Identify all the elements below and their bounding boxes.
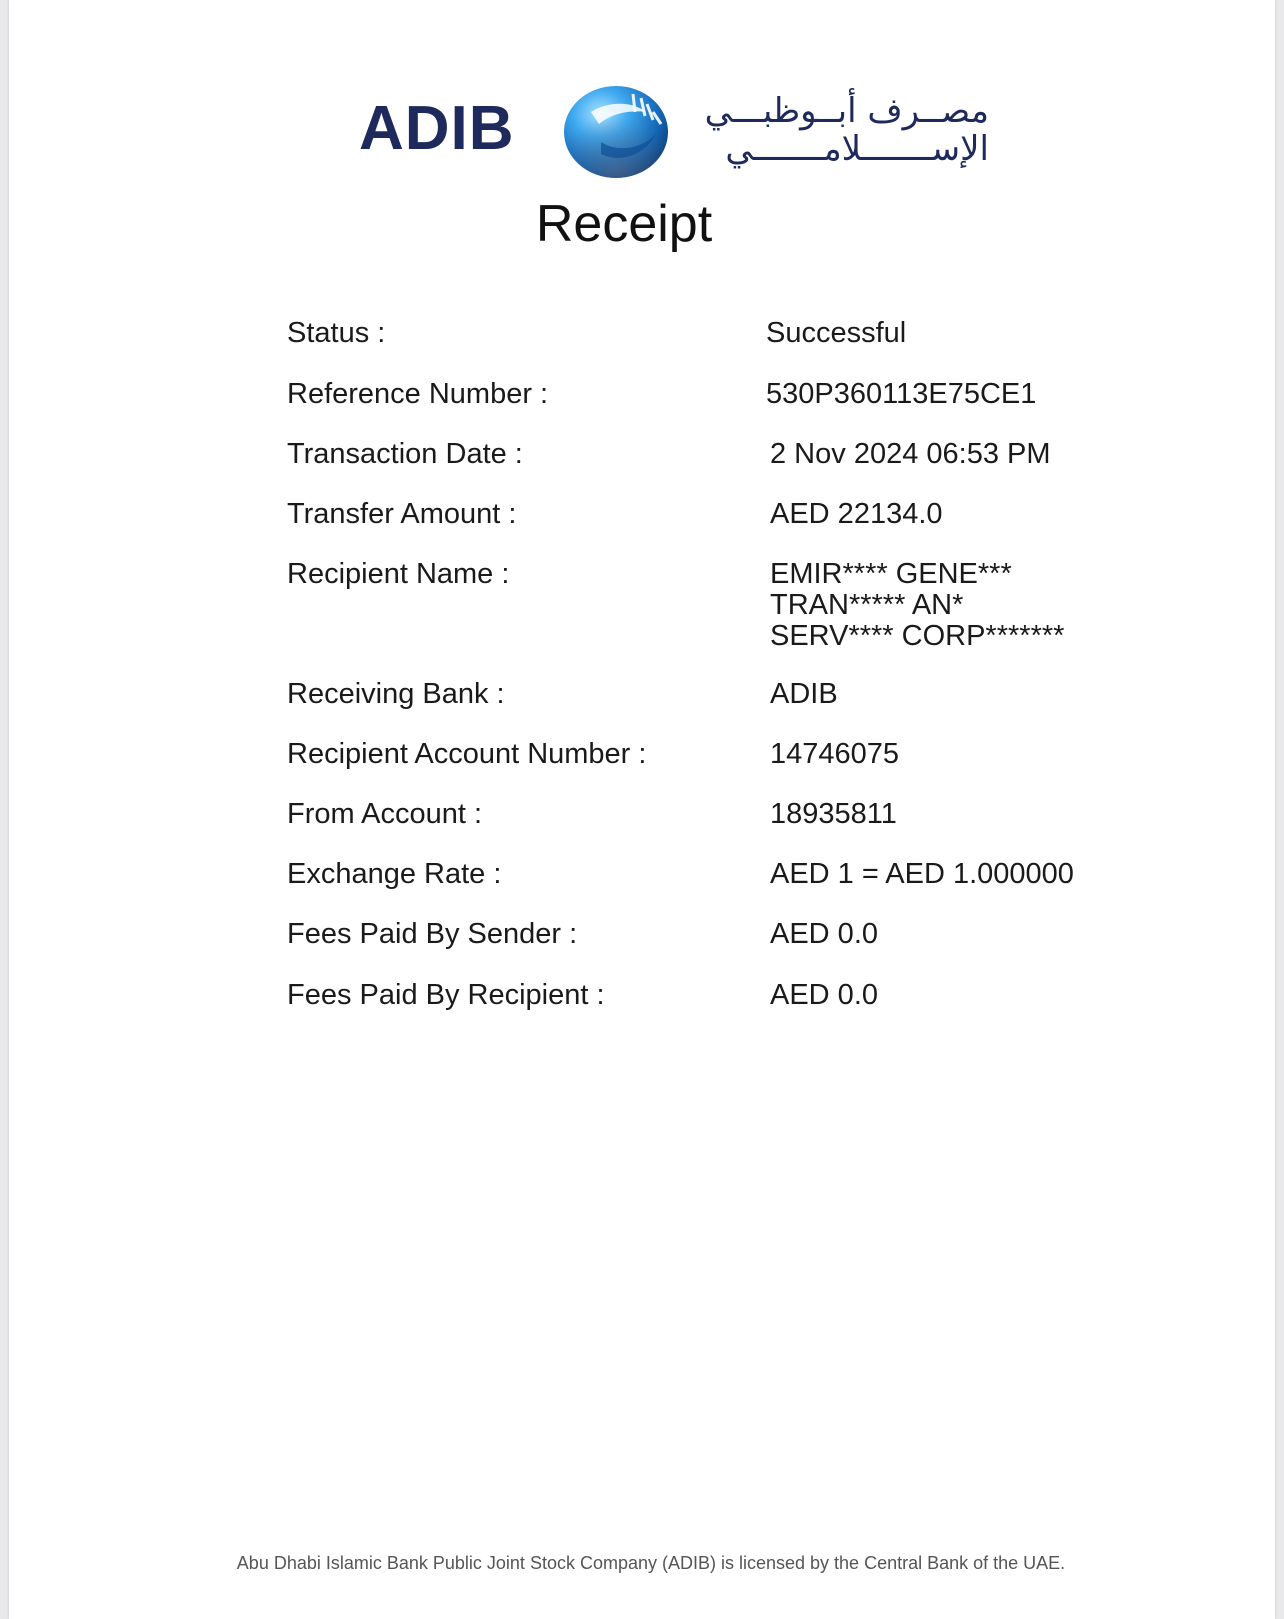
globe-icon	[561, 82, 671, 182]
detail-value: ADIB	[770, 678, 838, 710]
detail-label: From Account :	[287, 798, 483, 830]
detail-label: Transfer Amount :	[287, 498, 517, 530]
detail-row-exchange-rate	[287, 859, 1187, 919]
detail-label: Transaction Date :	[287, 438, 523, 470]
detail-row-reference	[287, 379, 1187, 439]
logo-arabic-line1: مصــرف أبــوظبـــي	[704, 91, 989, 131]
detail-row-recipient-name	[287, 559, 1187, 679]
detail-row-date	[287, 439, 1187, 499]
detail-row-amount	[287, 499, 1187, 559]
detail-value: 2 Nov 2024 06:53 PM	[770, 438, 1051, 470]
detail-label: Receiving Bank :	[287, 678, 505, 710]
detail-value: AED 0.0	[770, 918, 878, 950]
detail-value: Successful	[766, 317, 907, 349]
detail-label: Fees Paid By Sender :	[287, 918, 578, 950]
detail-value: AED 0.0	[770, 979, 878, 1011]
recipient-name-line: EMIR**** GENE***	[770, 558, 1012, 590]
detail-label: Reference Number :	[287, 378, 549, 410]
footer-disclaimer: Abu Dhabi Islamic Bank Public Joint Stock Company (ADIB) is licensed by the Central Bank of the UAE.	[236, 1553, 1066, 1573]
adib-logo	[359, 82, 999, 182]
logo-arabic-line2: الإســـــــلامـــــــي	[725, 129, 989, 169]
detail-row-fees-recipient	[287, 980, 1187, 1040]
detail-row-fees-sender	[287, 919, 1187, 980]
detail-row-recipient-account	[287, 739, 1187, 799]
detail-label: Exchange Rate :	[287, 858, 502, 890]
detail-row-receiving-bank	[287, 679, 1187, 739]
receipt-details	[287, 318, 1187, 1040]
detail-value: 18935811	[770, 798, 897, 830]
detail-value: 530P360113E75CE1	[766, 378, 1037, 410]
page-title: Receipt	[535, 195, 713, 253]
detail-row-from-account	[287, 799, 1187, 859]
logo-arabic-text	[689, 92, 989, 172]
detail-label: Status :	[287, 317, 386, 349]
detail-value	[770, 559, 1064, 679]
recipient-name-line: TRAN***** AN*	[770, 589, 964, 621]
detail-value: AED 1 = AED 1.000000	[770, 858, 1074, 890]
receipt-page	[9, 0, 1275, 1619]
detail-value: AED 22134.0	[770, 498, 943, 530]
detail-label: Recipient Account Number :	[287, 738, 647, 770]
detail-label: Fees Paid By Recipient :	[287, 979, 605, 1011]
detail-row-status	[287, 318, 1187, 379]
detail-value: 14746075	[770, 738, 900, 770]
logo-wordmark: ADIB	[359, 94, 515, 163]
detail-label: Recipient Name :	[287, 558, 510, 590]
recipient-name-line: SERV**** CORP*******	[770, 620, 1065, 652]
